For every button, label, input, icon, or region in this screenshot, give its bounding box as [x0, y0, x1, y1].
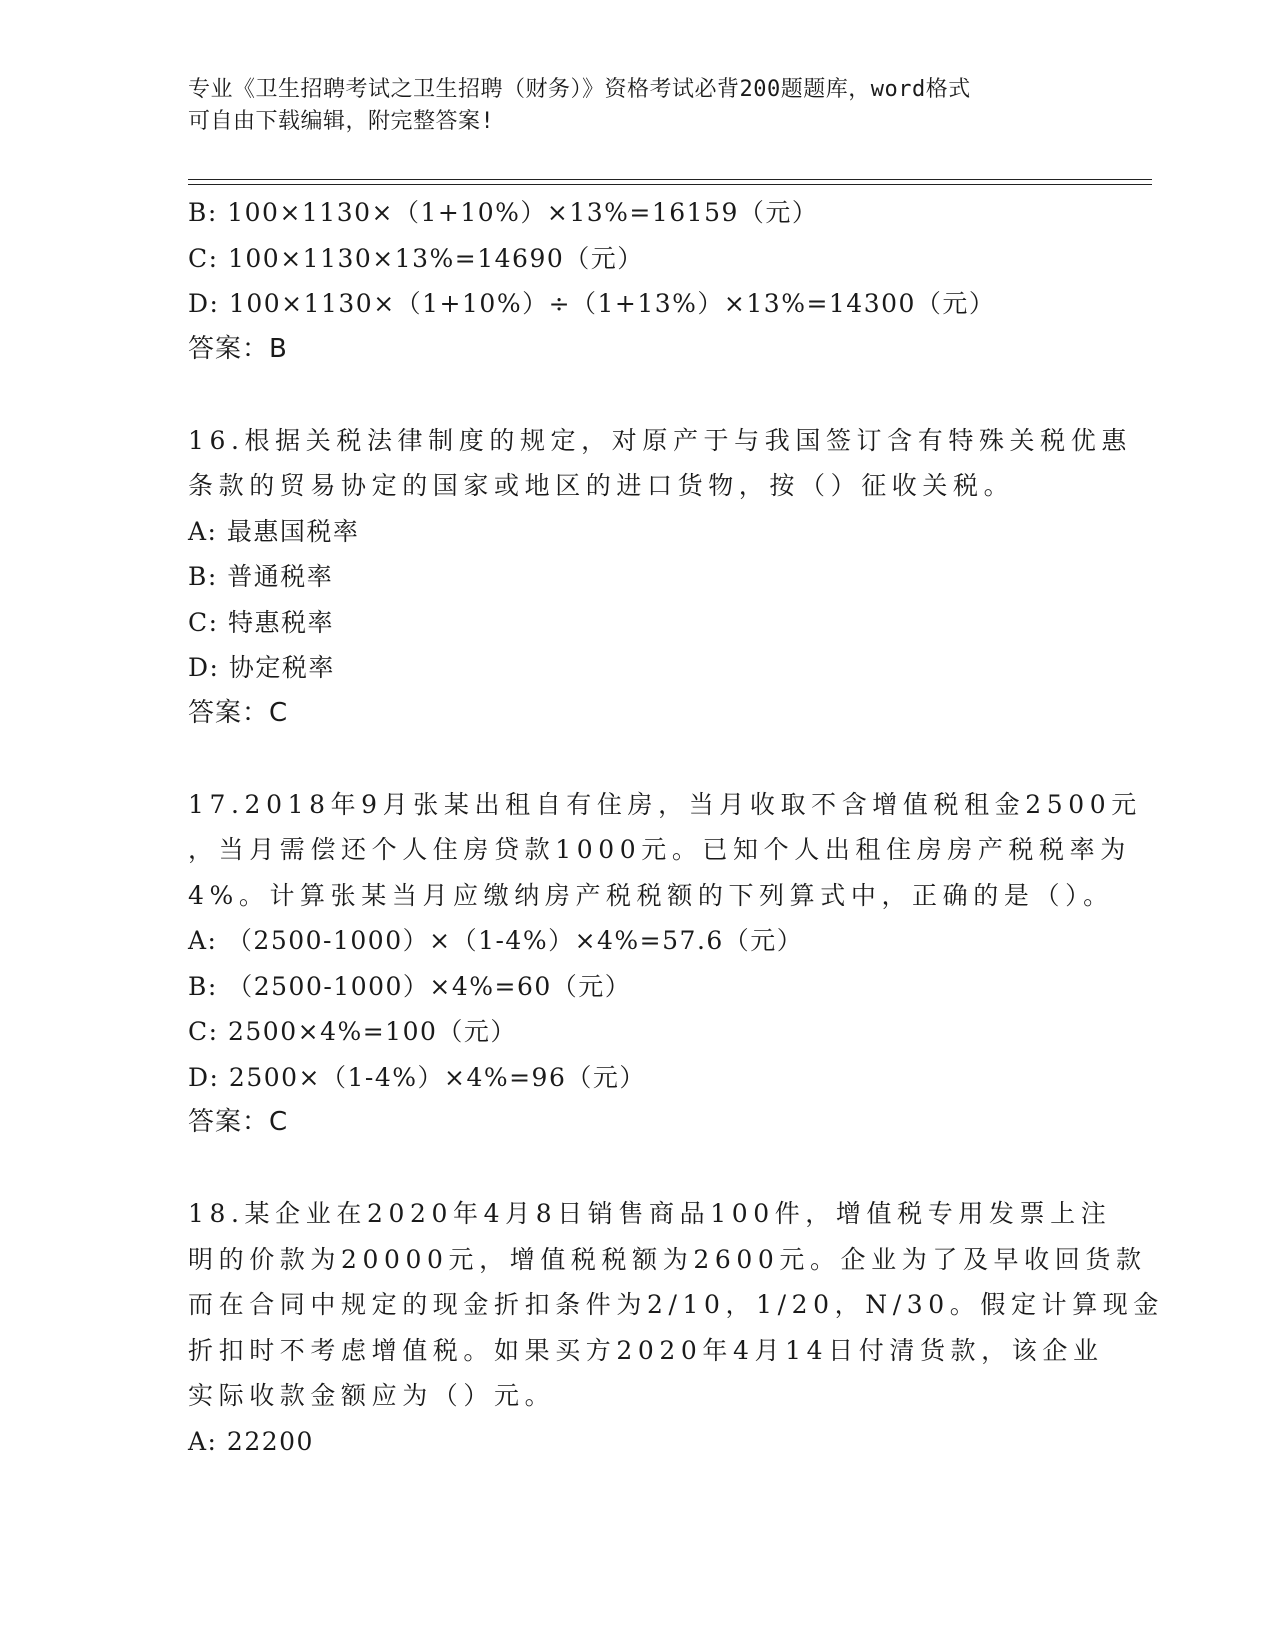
option-b: B: （2500-1000）×4%=60（元）	[188, 971, 632, 1001]
stem-line: 4%。计算张某当月应缴纳房产税税额的下列算式中，正确的是（）。	[188, 880, 1114, 910]
option-a: A: （2500-1000）×（1-4%）×4%=57.6（元）	[188, 926, 804, 955]
stem-line: 条款的贸易协定的国家或地区的进口货物，按（）征收关税。	[188, 471, 1015, 500]
stem-line: 而在合同中规定的现金折扣条件为2/10，1/20，N/30。假定计算现金	[188, 1290, 1164, 1319]
stem-line: 18.某企业在2020年4月8日销售商品100件，增值税专用发票上注	[188, 1199, 1112, 1228]
answer-label: 答案：C	[188, 697, 289, 728]
option-c: C: 2500×4%=100（元）	[188, 1017, 517, 1046]
stem-line: 16.根据关税法律制度的规定，对原产于与我国签订含有特殊关税优惠	[188, 425, 1132, 455]
question-stem	[188, 1191, 1164, 1419]
option-b: B: 普通税率	[188, 562, 334, 591]
question-17	[188, 782, 1142, 1146]
answer-label: 答案：C	[188, 1107, 289, 1137]
question-16	[188, 418, 1132, 737]
header-line-1: 专业《卫生招聘考试之卫生招聘（财务）》资格考试必背200题题库，word格式	[188, 77, 971, 102]
question-list	[188, 190, 1164, 1464]
question-spacer	[188, 372, 1088, 418]
header-line-2: 可自由下载编辑，附完整答案!	[188, 109, 495, 134]
question-spacer	[188, 736, 1088, 782]
question-18	[188, 1191, 1164, 1464]
stem-line: 实际收款金额应为（）元。	[188, 1381, 556, 1410]
option-a: A: 22200	[188, 1426, 314, 1456]
stem-line: 明的价款为20000元，增值税税额为2600元。企业为了及早收回货款	[188, 1244, 1147, 1274]
stem-line: 折扣时不考虑增值税。如果买方2020年4月14日付清货款，该企业	[188, 1335, 1104, 1365]
option-d: D: 100×1130×（1+10%）÷（1+13%）×13%=14300（元）	[188, 289, 996, 318]
question-spacer	[188, 1146, 1088, 1192]
option-d: D: 协定税率	[188, 653, 335, 682]
answer-label: 答案：B	[188, 333, 288, 364]
question-stem	[188, 782, 1142, 919]
option-d: D: 2500×（1-4%）×4%=96（元）	[188, 1062, 646, 1092]
question-15	[188, 190, 1088, 372]
stem-line: ，当月需偿还个人住房贷款1000元。已知个人出租住房房产税税率为	[188, 835, 1131, 864]
option-c: C: 100×1130×13%=14690（元）	[188, 243, 644, 273]
option-c: C: 特惠税率	[188, 607, 334, 637]
question-stem	[188, 418, 1132, 509]
stem-line: 17.2018年9月张某出租自有住房，当月收取不含增值税租金2500元	[188, 789, 1142, 819]
header-divider	[188, 179, 1152, 185]
document-header	[188, 74, 1068, 138]
option-a: A: 最惠国税率	[188, 516, 360, 546]
option-b: B: 100×1130×（1+10%）×13%=16159（元）	[188, 198, 819, 227]
